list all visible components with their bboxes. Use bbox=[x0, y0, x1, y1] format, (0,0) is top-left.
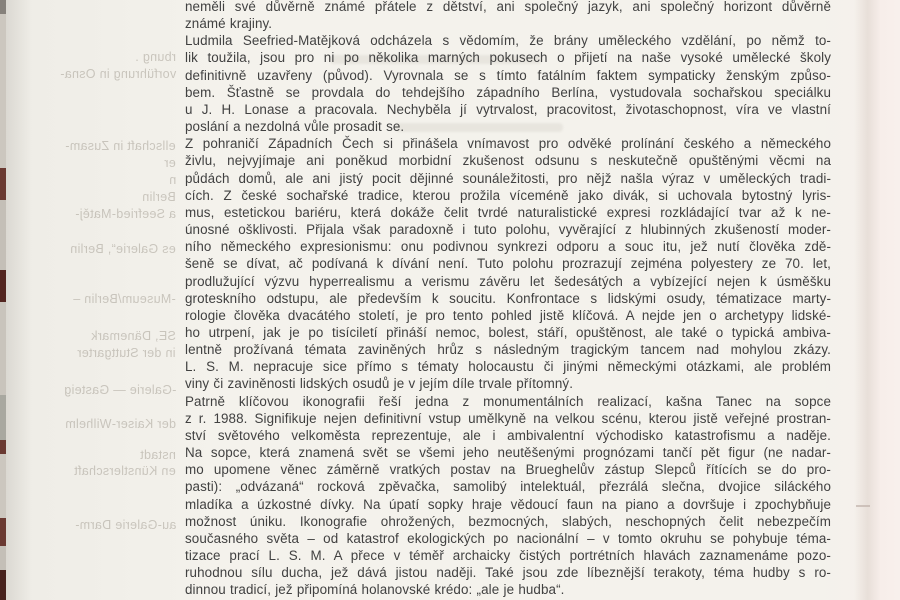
bleedthrough-fragment: er bbox=[164, 156, 176, 170]
bleedthrough-fragment: ellschaft in Zusam- bbox=[65, 139, 176, 153]
text-line: mladíka a úzkostné dívky. Na úpatí sopky hraje vědoucí faun na piano a dovršuje i zpochybňuje bbox=[185, 496, 831, 512]
text-line: viny či zaviněnosti lidských osudů je v jejím díle trvale přítomný. bbox=[185, 376, 574, 392]
bleedthrough-fragment: -Museum/Berlin – bbox=[73, 292, 176, 306]
bleedthrough-fragment: SE, Dänemark bbox=[91, 329, 176, 343]
text-line: současného světa – od katastrof ekologických po nacionální – v tomto okruhu se pohybuje téma- bbox=[185, 530, 831, 546]
bleedthrough-fragment: der Kaiser-Wilhelm bbox=[65, 417, 176, 431]
text-line: poslání a nezdolná vůle prosadit se. bbox=[185, 119, 405, 135]
text-line: Ludmila Seefried-Matějková odcházela s vědomím, že brány uměleckého vzdělání, po němž to- bbox=[185, 33, 831, 49]
text-line: ního německého expresionismu: onu podivnou synkrezi odporu a souc itu, jež nutí člověka zdě- bbox=[185, 239, 831, 255]
page-right-edge bbox=[854, 0, 900, 600]
text-line: Z pohraničí Západních Čech si přinášela vnímavost pro odvěké prolínání českého a německého bbox=[185, 136, 831, 152]
text-line: bem. Šťastně se provdala do tehdejšího západního Berlína, vystudovala sochařskou speciálku bbox=[185, 84, 831, 100]
text-line: u J. H. Lonase a pracovala. Nechyběla jí vytrvalost, pracovitost, životaschopnost, víra ve vlastní bbox=[185, 101, 831, 117]
edge-mark bbox=[856, 505, 870, 507]
text-line: z r. 1988. Signifikuje nejen definitivní vstup umělkyně na velkou scénu, kterou jistě veřejné prostran- bbox=[185, 410, 831, 426]
text-line: ho utrpení, jak je po tisíciletí přináší nemoc, bolest, stáří, opuštěnost, ale také o typická ambiva- bbox=[185, 324, 831, 340]
text-line: půdách domů, ale ani jistý pocit dějinné sounáležitosti, pro nějž našla výraz v uměleckých tradi- bbox=[185, 170, 831, 186]
text-line: únosné ošklivosti. Přijala však paradoxně i tuto polohu, vyvěrající z hlubinných zkušeností moder- bbox=[185, 222, 831, 238]
text-line: mo upomene věnec záměrně vratkých postav na Brueghelův zástup Slepců řítících se do pro- bbox=[185, 462, 831, 478]
text-line: živlu, nejvyjímaje ani poněkud morbidní zkušenost odsunu s neskutečně opuštěnými věcmi na bbox=[185, 153, 831, 169]
text-line: lik toužila, jsou pro ni po několika marných pokusech o přijetí na naše vysoké umělecké školy bbox=[185, 50, 831, 66]
bleedthrough-fragment: a Seefried-Matěj- bbox=[75, 207, 176, 221]
text-line: lentně prožívaná témata zaviněných hrůz s následným tragickým tancem nad mohylou zkázy. bbox=[185, 342, 831, 358]
text-line: známé krajiny. bbox=[185, 16, 273, 32]
text-line: L. S. M. nepracuje sice přímo s tématy holocaustu či jinými německými otázkami, ale problém bbox=[185, 359, 831, 375]
bleedthrough-fragment: nstadt bbox=[140, 448, 176, 462]
text-line: mus, estetickou bariéru, která dokáže čelit tvrdé naturalistické expresi rozkládající tvar až k ne- bbox=[185, 204, 831, 220]
text-line: definitivně uzavřeny (původ). Vyrovnala se s tímto fatálním faktem sympaticky ženským způso- bbox=[185, 67, 831, 83]
text-line: groteskního odstupu, ale především k soucitu. Konfrontace s lidskými osudy, tématizace marty- bbox=[185, 290, 831, 306]
text-line: ství světového velkoměsta reprezentuje, ale i ambivalentní východisko katastrofismu a naděje. bbox=[185, 427, 831, 443]
bleedthrough-fragment: es Galerie“, Berlin bbox=[70, 242, 176, 256]
text-line: Na sopce, která znamená svět se všemi jeho neutěšenými prognózami tančí pět figur (ne nadar- bbox=[185, 445, 831, 461]
text-line: Patrně klíčovou ikonografii řeší jedna z monumentálních realizací, kašna Tanec na sopce bbox=[185, 393, 831, 409]
text-line: šeně se dívat, ač podívaná k dívání není. Tuto polohu prozrazují zejména polyestery ze 70. let, bbox=[185, 256, 831, 272]
bleedthrough-fragment: Berlin bbox=[142, 190, 176, 204]
text-line: dinnou tradicí, jež připomíná holanovské krédo: „ale je hudba“. bbox=[185, 582, 565, 598]
text-line: tizace prací L. S. M. A přece v téměř archaicky čistých portrétních hlavách zaznamenáme pozo- bbox=[185, 548, 831, 563]
text-line: pasti): „odvázaná“ rocková zpěvačka, samolibý intelektuál, přezrálá slečna, dvojice siláckého bbox=[185, 479, 831, 495]
bleedthrough-fragment: en Künstlerschaft bbox=[74, 464, 176, 478]
text-line: ruhodnou sílu ducha, jež dává jistou naději. Také jsou zde líbeznější terakoty, téma hudby s ro- bbox=[185, 565, 831, 581]
bleedthrough-fragment: vorführung in Osna- bbox=[59, 67, 176, 81]
text-line: cích. Z české sochařské tradice, kterou prožila víceméně jako divák, si uchovala bytostný lyris- bbox=[185, 187, 831, 203]
bleedthrough-fragment: n bbox=[168, 173, 176, 187]
bleedthrough-margin bbox=[0, 0, 178, 600]
bleedthrough-fragment: au-Galerie Darm- bbox=[74, 518, 176, 532]
article-text bbox=[185, 0, 831, 598]
bleedthrough-fragment: in der Stuttgarter bbox=[77, 346, 176, 360]
text-line: možnost úniku. Ikonografie ohrožených, bezmocných, slabých, neschopných čelit nebezpečím bbox=[185, 513, 831, 529]
text-line: prodlužující výzvu hyperrealismu a verismu závěru let šedesátých a vybízející nejen k úsměšku bbox=[185, 273, 831, 289]
bleedthrough-fragment: -Galerie — Gasteig bbox=[63, 383, 176, 397]
text-line: rologie člověka dvacátého století, je pro tento pohled jistě klíčová. A nejde jen o archetypy lidské- bbox=[185, 307, 831, 323]
bleedthrough-fragment: rbung . bbox=[134, 50, 176, 64]
text-line: neměli své důvěrně známé přátele z dětství, ani společný jazyk, ani společný horizont důvěrně bbox=[185, 0, 831, 14]
